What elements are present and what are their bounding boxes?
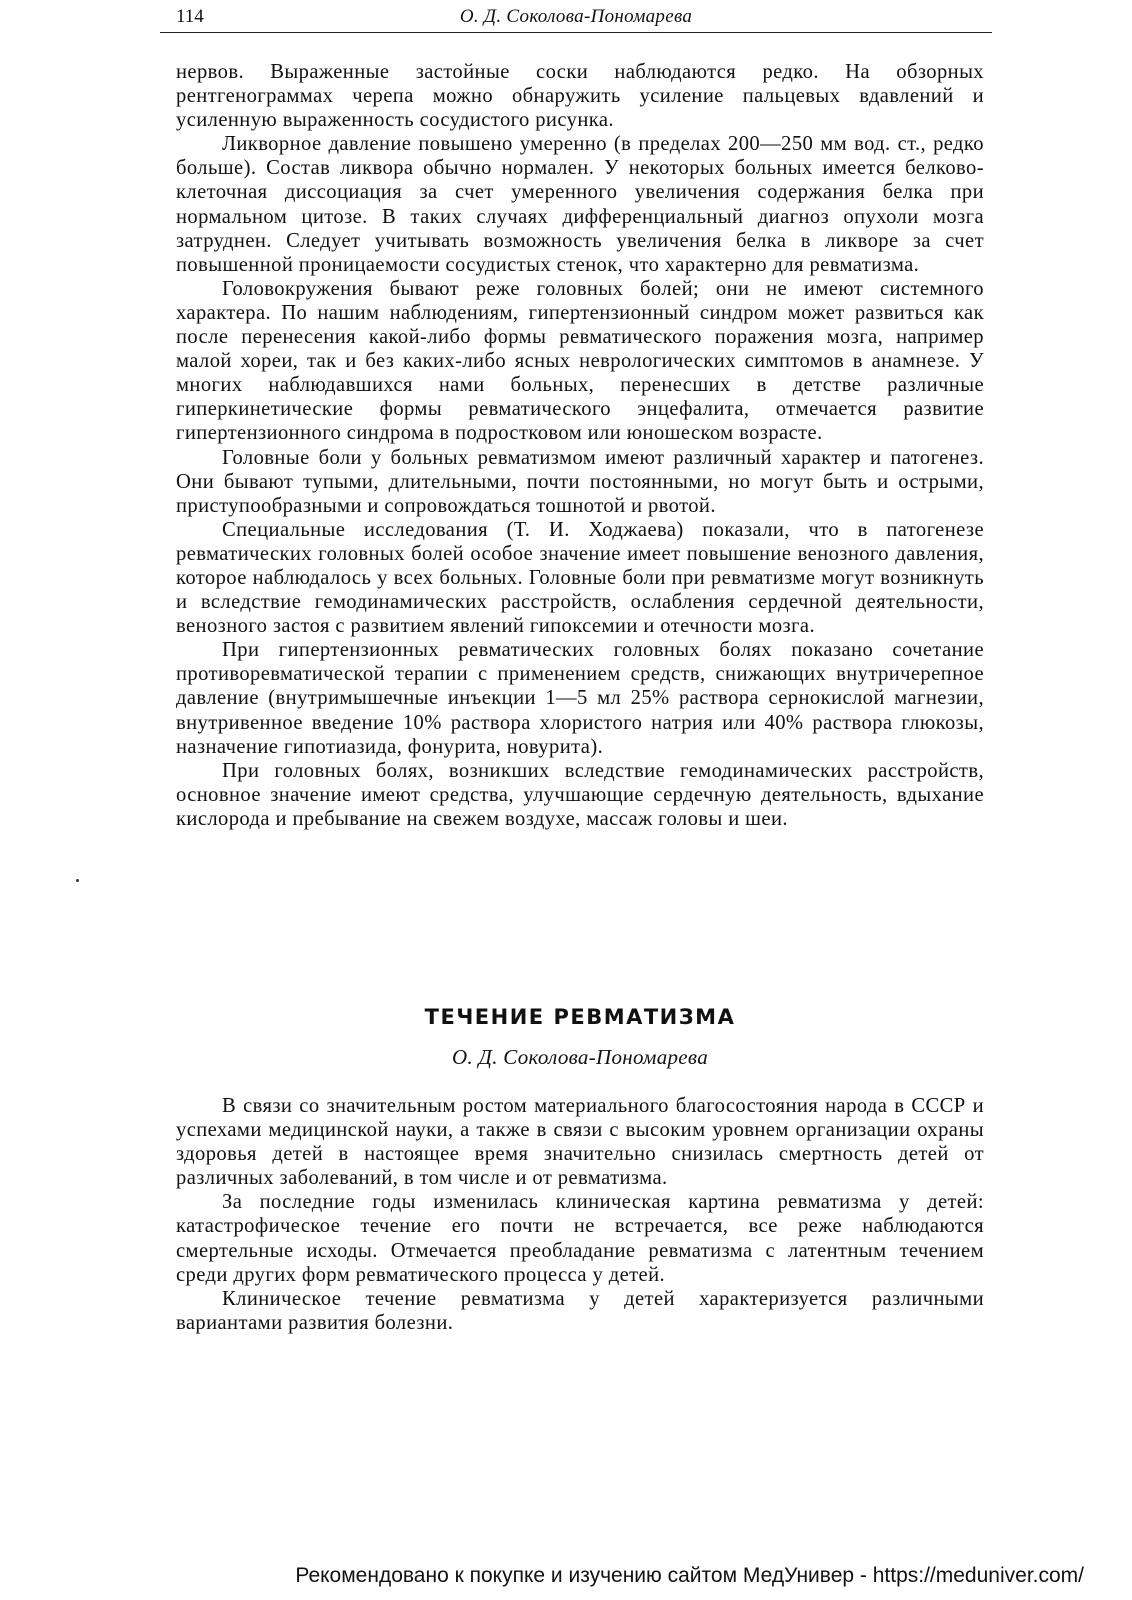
page-number: 114 (176, 6, 204, 27)
paragraph: При гипертензионных ревматических головных болях показано сочетание противоревматической терапии с применением средств, снижающих внутричерепное давление (внутримышечные инъекции 1—5 мл 25% раствора сернокислой магнезии, внутривенное введение 10% раствора хлористого натрия или 40% раствора глюкозы, назначение гипотиазида, фонурита, новурита). (176, 639, 984, 758)
paragraph: При головных болях, возникших вследствие гемодинамических расстройств, основное значение имеют средства, улучшающие сердечную деятельность, вдыхание кислорода и пребывание на свежем воздухе, массаж головы и шеи. (176, 759, 984, 830)
section-title: ТЕЧЕНИЕ РЕВМАТИЗМА (424, 1005, 736, 1029)
paragraph: Головокружения бывают реже головных болей; они не имеют системного характера. По нашим наблюдениям, гипертензионный синдром может развиться как после перенесения какой-либо формы ревматического поражения мозга, например малой хореи, так и без каких-либо ясных неврологических симптомов в анамнезе. У многих наблюдавшихся нами больных, перенесших в детстве различные гиперкинетические формы ревматического энцефалита, отмечается развитие гипертензионного синдрома в подростковом или юношеском возрасте. (176, 277, 984, 445)
section-author: О. Д. Соколова-Пономарева (451, 1045, 709, 1069)
page-header (160, 4, 992, 33)
running-head: О. Д. Соколова-Пономарева (459, 6, 693, 27)
paragraph: нервов. Выраженные застойные соски наблюдаются редко. На обзорных рентгенограммах черепа можно обнаружить усиление пальцевых вдавлений и усиленную выраженность сосудистого рисунка. (176, 61, 984, 132)
paragraph: Ликворное давление повышено умеренно (в пределах 200—250 мм вод. ст., редко больше). Состав ликвора обычно нормален. У некоторых больных имеется белково-клеточная диссоциация за счет умеренного увеличения содержания белка при нормальном цитозе. В таких случаях дифференциальный диагноз опухоли мозга затруднен. Следует учитывать возможность увеличения белка в ликворе за счет повышенной проницаемости сосудистых стенок, что характерно для ревматизма. (176, 133, 984, 276)
paragraph: В связи со значительным ростом материального благосостояния народа в СССР и успехами медицинской науки, а также в связи с высоким уровнем организации охраны здоровья детей в настоящее время значительно снизилась смертность детей от различных заболеваний, в том числе и от ревматизма. (176, 1095, 984, 1190)
footer-recommendation: Рекомендовано к покупке и изучению сайтом МедУнивер - https://meduniver.com/ (295, 1564, 1084, 1587)
paragraph: Клиническое течение ревматизма у детей характеризуется различными вариантами развития болезни. (176, 1287, 984, 1334)
body-text-part-1 (176, 60, 984, 831)
margin-dot (76, 879, 79, 882)
paragraph: За последние годы изменилась клиническая картина ревматизма у детей: катастрофическое течение его почти не встречается, все реже наблюдаются смертельные исходы. Отмечается преобладание ревматизма с латентным течением среди других форм ревматического процесса у детей. (176, 1191, 984, 1286)
paragraph: Специальные исследования (Т. И. Ходжаева) показали, что в патогенезе ревматических головных болей особое значение имеет повышение венозного давления, которое наблюдалось у всех больных. Головные боли при ревматизме могут возникнуть и вследствие гемодинамических расстройств, ослабления сердечной деятельности, венозного застоя с развитием явлений гипоксемии и отечности мозга. (176, 518, 984, 638)
body-text-part-2 (176, 1094, 984, 1335)
paragraph: Головные боли у больных ревматизмом имеют различный характер и патогенез. Они бывают тупыми, длительными, почти постоянными, но могут быть и острыми, приступообразными и сопровождаться тошнотой и рвотой. (176, 446, 984, 517)
